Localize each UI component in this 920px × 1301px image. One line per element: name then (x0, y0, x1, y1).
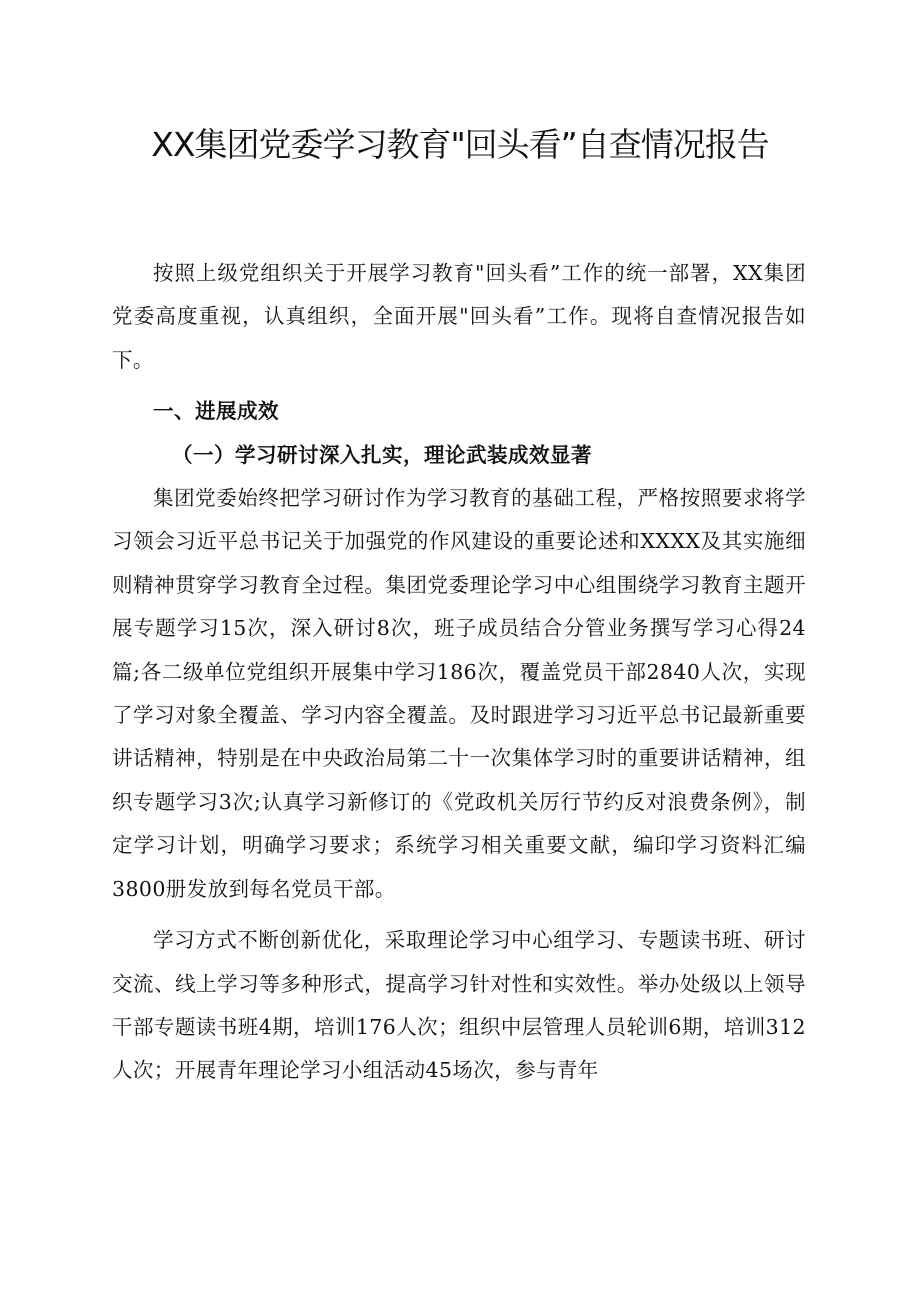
body-paragraph-1: 集团党委始终把学习研讨作为学习教育的基础工程，严格按照要求将学习领会习近平总书记关于加强党的作风建设的重要论述和XXXX及其实施细则精神贯穿学习教育全过程。集团党委理论学习中心组围绕学习教育主题开展专题学习15次，深入研讨8次，班子成员结合分管业务撰写学习心得24篇;各二级单位党组织开展集中学习186次，覆盖党员干部2840人次，实现了学习对象全覆盖、学习内容全覆盖。及时跟进学习习近平总书记最新重要讲话精神，特别是在中央政治局第二十一次集体学习时的重要讲话精神，组织专题学习3次;认真学习新修订的《党政机关厉行节约反对浪费条例》，制定学习计划，明确学习要求；系统学习相关重要文献，编印学习资料汇编3800册发放到每名党员干部。 (112, 486, 806, 901)
document-body (112, 252, 806, 1093)
intro-paragraph: 按照上级党组织关于开展学习教育"回头看”工作的统一部署，XX集团党委高度重视，认真组织，全面开展"回头看”工作。现将自查情况报告如下。 (112, 261, 806, 372)
spacer (112, 911, 806, 919)
subsection-heading: （一）学习研讨深入扎实，理论武装成效显著 (172, 442, 592, 467)
spacer (112, 382, 806, 390)
document-title: XX集团党委学习教育"回头看”自查情况报告 (151, 125, 769, 164)
body-paragraph-2: 学习方式不断创新优化，采取理论学习中心组学习、专题读书班、研讨交流、线上学习等多种形式，提高学习针对性和实效性。举办处级以上领导干部专题读书班4期，培训176人次；组织中层管理人员轮训6期，培训312人次；开展青年理论学习小组活动45场次，参与青年 (112, 928, 806, 1083)
section-heading: 一、进展成效 (153, 399, 279, 424)
